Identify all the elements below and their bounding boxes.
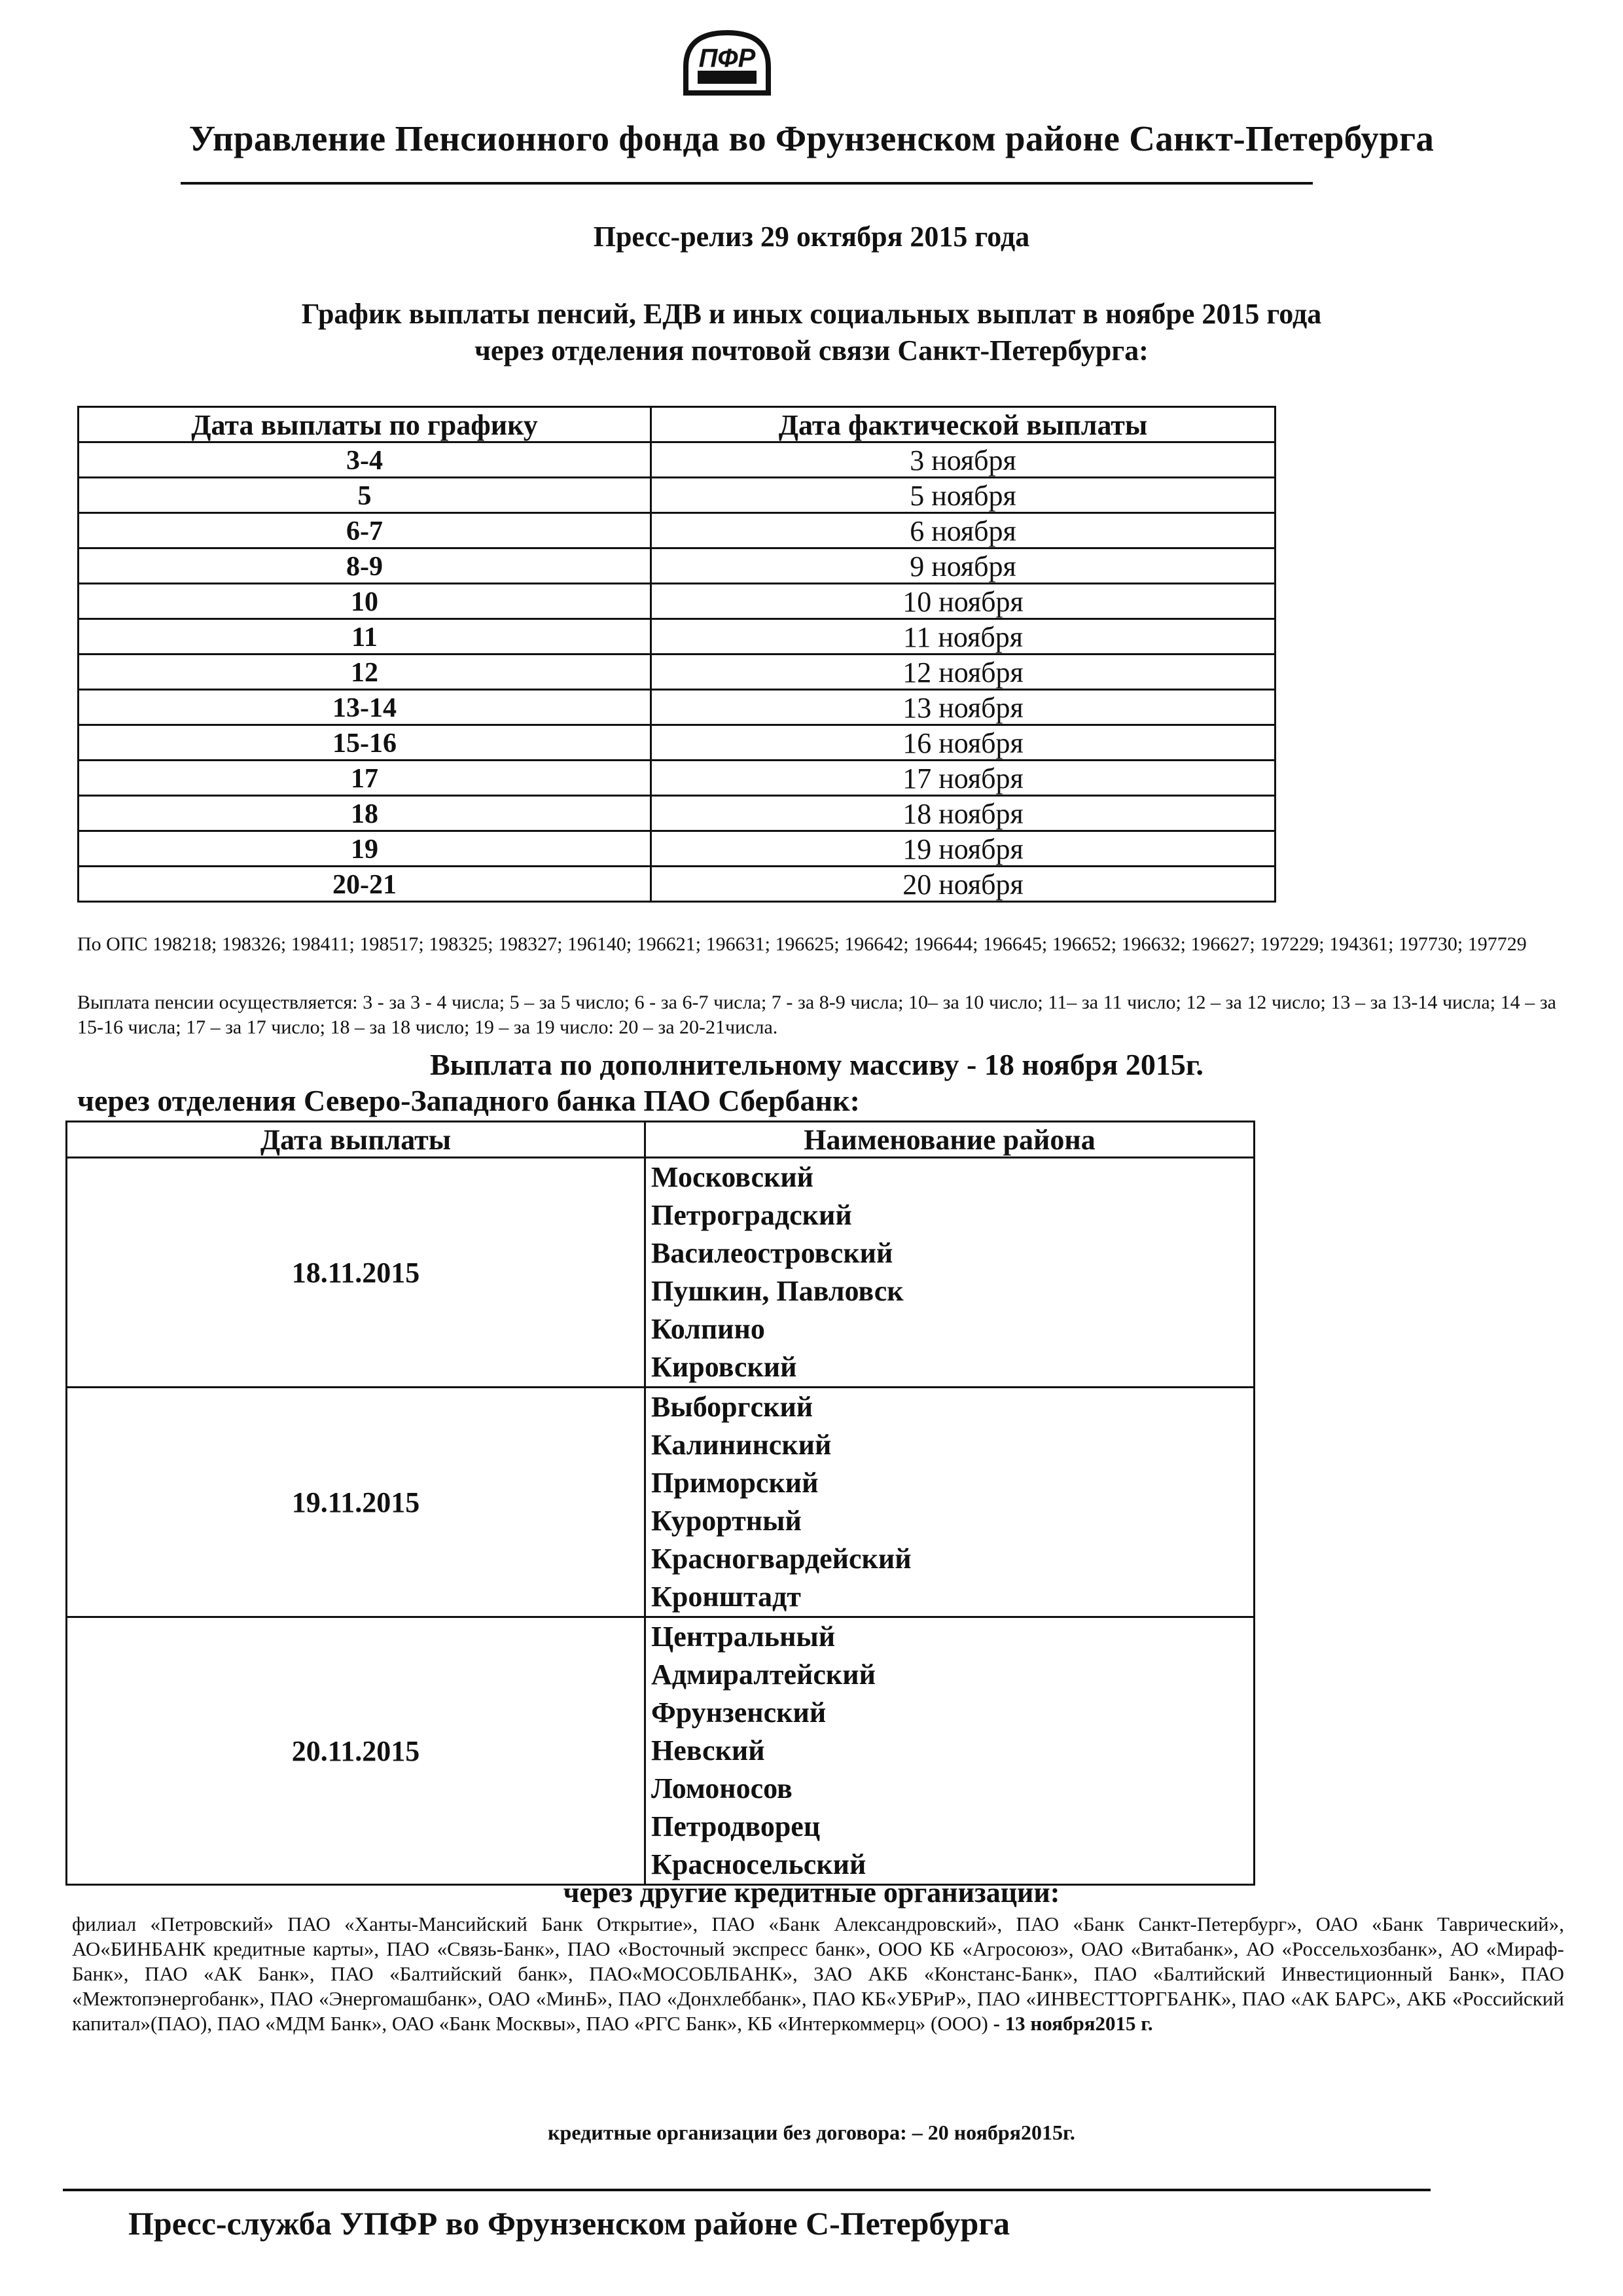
actual-date-cell: 20 ноября xyxy=(651,867,1275,902)
scheduled-date-cell: 18 xyxy=(79,796,651,831)
district-name: Выборгский xyxy=(651,1391,813,1423)
table-row xyxy=(67,1388,1255,1617)
district-name: Красносельский xyxy=(651,1848,866,1880)
table-row xyxy=(79,584,1275,619)
table-row xyxy=(79,655,1275,690)
district-list-cell xyxy=(645,1388,1255,1617)
other-credit-title: через другие кредитные организации: xyxy=(563,1876,1060,1909)
actual-date-cell: 12 ноября xyxy=(651,655,1275,690)
press-service-footer: Пресс-служба УПФР во Фрунзенском районе С-Петербурга xyxy=(128,2205,1010,2242)
district-name: Приморский xyxy=(651,1467,819,1499)
district-name: Колпино xyxy=(651,1313,765,1345)
scheduled-date-cell: 6-7 xyxy=(79,513,651,548)
table-row xyxy=(67,1617,1255,1885)
table-header-row xyxy=(67,1122,1255,1158)
schedule-title-line2: через отделения почтовой связи Санкт-Петербурга: xyxy=(474,334,1149,367)
actual-date-cell: 5 ноября xyxy=(651,478,1275,513)
payment-rule-note: Выплата пенсии осуществляется: 3 - за 3 - 4 числа; 5 – за 5 число; 6 - за 6-7 числа; 7 - за 8-9 числа; 10– за 10 число; 11– за 11 число; 12 – за 12 число; 13 – за 13-14 числа; 14 – за 15-16 числа; 17 – за 17 число; 18 – за 18 число; 19 – за 19 число: 20 – за 20-21числа. xyxy=(77,992,1556,1038)
table-row xyxy=(79,831,1275,867)
district-list-cell xyxy=(645,1617,1255,1885)
actual-date-cell: 18 ноября xyxy=(651,796,1275,831)
table-row xyxy=(79,442,1275,478)
district-name: Ломоносов xyxy=(651,1772,793,1804)
pension-fund-logo xyxy=(679,27,775,98)
organization-title: Управление Пенсионного фонда во Фрунзенском районе Санкт-Петербурга xyxy=(188,118,1435,158)
actual-date-cell: 3 ноября xyxy=(651,442,1275,478)
actual-date-cell: 16 ноября xyxy=(651,725,1275,761)
scheduled-date-cell: 3-4 xyxy=(79,442,651,478)
table-row xyxy=(79,725,1275,761)
table-row xyxy=(67,1158,1255,1388)
actual-date-cell: 10 ноября xyxy=(651,584,1275,619)
district-name: Центральный xyxy=(651,1621,836,1653)
credit-organizations-text: филиал «Петровский» ПАО «Ханты-Мансийский Банк Открытие», ПАО «Банк Александровский», ПАО «Банк Санкт-Петербург», ОАО «Банк Таврический», АО«БИНБАНК кредитные карты», ПАО «Связь-Банк», ПАО «Восточный экспресс банк», ООО КБ «Агросоюз», ОАО «Витабанк», АО «Россельхозбанк», АО «Мираф-Банк», ПАО «АК Банк», ПАО «Балтийский банк», ПАО«МОСОБЛБАНК», ЗАО АКБ «Констанс-Банк», ПАО «Балтийский Инвестиционный Банк», ПАО «Межтопэнергобанк», ПАО «Энергомашбанк», ОАО «МинБ», ПАО «Донхлеббанк», ПАО КБ«УБРиР», ПАО «ИНВЕСТТОРГБАНК», ПАО «АК БАРС», АКБ «Российский капитал»(ПАО), ПАО «МДМ Банк», ОАО «Банк Москвы», ПАО «РГС Банк», КБ «Интеркоммерц» (ООО) xyxy=(72,1912,1564,2035)
table-row xyxy=(79,619,1275,655)
scheduled-date-cell: 17 xyxy=(79,761,651,796)
table-row xyxy=(79,761,1275,796)
table-row xyxy=(79,548,1275,584)
sberbank-title: через отделения Северо-Западного банка ПАО Сбербанк: xyxy=(77,1084,860,1117)
no-contract-note: кредитные организации без договора: – 20 ноября2015г. xyxy=(548,2121,1075,2144)
scheduled-date-cell: 20-21 xyxy=(79,867,651,902)
scheduled-date-cell: 8-9 xyxy=(79,548,651,584)
payment-date-cell: 20.11.2015 xyxy=(67,1617,645,1885)
sberbank-districts-body xyxy=(67,1158,1255,1885)
district-name: Василеостровский xyxy=(651,1237,893,1269)
actual-date-cell: 11 ноября xyxy=(651,619,1275,655)
sberbank-districts-table xyxy=(65,1121,1255,1886)
footer-divider xyxy=(63,2189,1431,2191)
column-header-scheduled: Дата выплаты по графику xyxy=(79,407,651,442)
press-release-date: Пресс-релиз 29 октября 2015 года xyxy=(593,221,1030,253)
district-name: Фрунзенский xyxy=(651,1696,827,1729)
district-name: Кронштадт xyxy=(651,1581,801,1613)
post-schedule-table xyxy=(77,406,1276,903)
district-name: Красногвардейский xyxy=(651,1543,912,1575)
actual-date-cell: 6 ноября xyxy=(651,513,1275,548)
district-name: Московский xyxy=(651,1161,814,1193)
district-name: Петроградский xyxy=(651,1199,852,1231)
district-name: Петродворец xyxy=(651,1810,821,1842)
table-row xyxy=(79,478,1275,513)
other-credit-list xyxy=(72,1912,1564,2036)
column-header-district: Наименование района xyxy=(645,1122,1255,1158)
schedule-title xyxy=(0,296,1623,369)
post-schedule-body xyxy=(79,442,1275,902)
header-divider xyxy=(181,182,1313,185)
column-header-date: Дата выплаты xyxy=(67,1122,645,1158)
column-header-actual: Дата фактической выплаты xyxy=(651,407,1275,442)
schedule-title-line1: График выплаты пенсий, ЕДВ и иных социальных выплат в ноябре 2015 года xyxy=(301,298,1322,330)
credit-organizations-date: - 13 ноября2015 г. xyxy=(993,2012,1153,2035)
actual-date-cell: 9 ноября xyxy=(651,548,1275,584)
district-name: Невский xyxy=(651,1734,765,1767)
scheduled-date-cell: 13-14 xyxy=(79,690,651,725)
additional-payment-title: Выплата по дополнительному массиву - 18 ноября 2015г. xyxy=(429,1048,1204,1081)
district-name: Курортный xyxy=(651,1505,802,1537)
payment-date-cell: 19.11.2015 xyxy=(67,1388,645,1617)
payment-date-cell: 18.11.2015 xyxy=(67,1158,645,1388)
scheduled-date-cell: 19 xyxy=(79,831,651,867)
scheduled-date-cell: 10 xyxy=(79,584,651,619)
scheduled-date-cell: 11 xyxy=(79,619,651,655)
actual-date-cell: 19 ноября xyxy=(651,831,1275,867)
actual-date-cell: 17 ноября xyxy=(651,761,1275,796)
table-row xyxy=(79,796,1275,831)
table-header-row xyxy=(79,407,1275,442)
district-name: Адмиралтейский xyxy=(651,1659,876,1691)
ops-list-note: По ОПС 198218; 198326; 198411; 198517; 198325; 198327; 196140; 196621; 196631; 196625; 196642; 196644; 196645; 196652; 196632; 196627; 197229; 194361; 197730; 197729 xyxy=(77,933,1527,955)
scheduled-date-cell: 15-16 xyxy=(79,725,651,761)
district-name: Калининский xyxy=(651,1429,832,1461)
logo-letters: ПФР xyxy=(698,44,756,73)
table-row xyxy=(79,867,1275,902)
table-row xyxy=(79,690,1275,725)
district-name: Пушкин, Павловск xyxy=(651,1275,904,1307)
district-list-cell xyxy=(645,1158,1255,1388)
district-name: Кировский xyxy=(651,1351,797,1383)
scheduled-date-cell: 5 xyxy=(79,478,651,513)
scheduled-date-cell: 12 xyxy=(79,655,651,690)
table-row xyxy=(79,513,1275,548)
actual-date-cell: 13 ноября xyxy=(651,690,1275,725)
